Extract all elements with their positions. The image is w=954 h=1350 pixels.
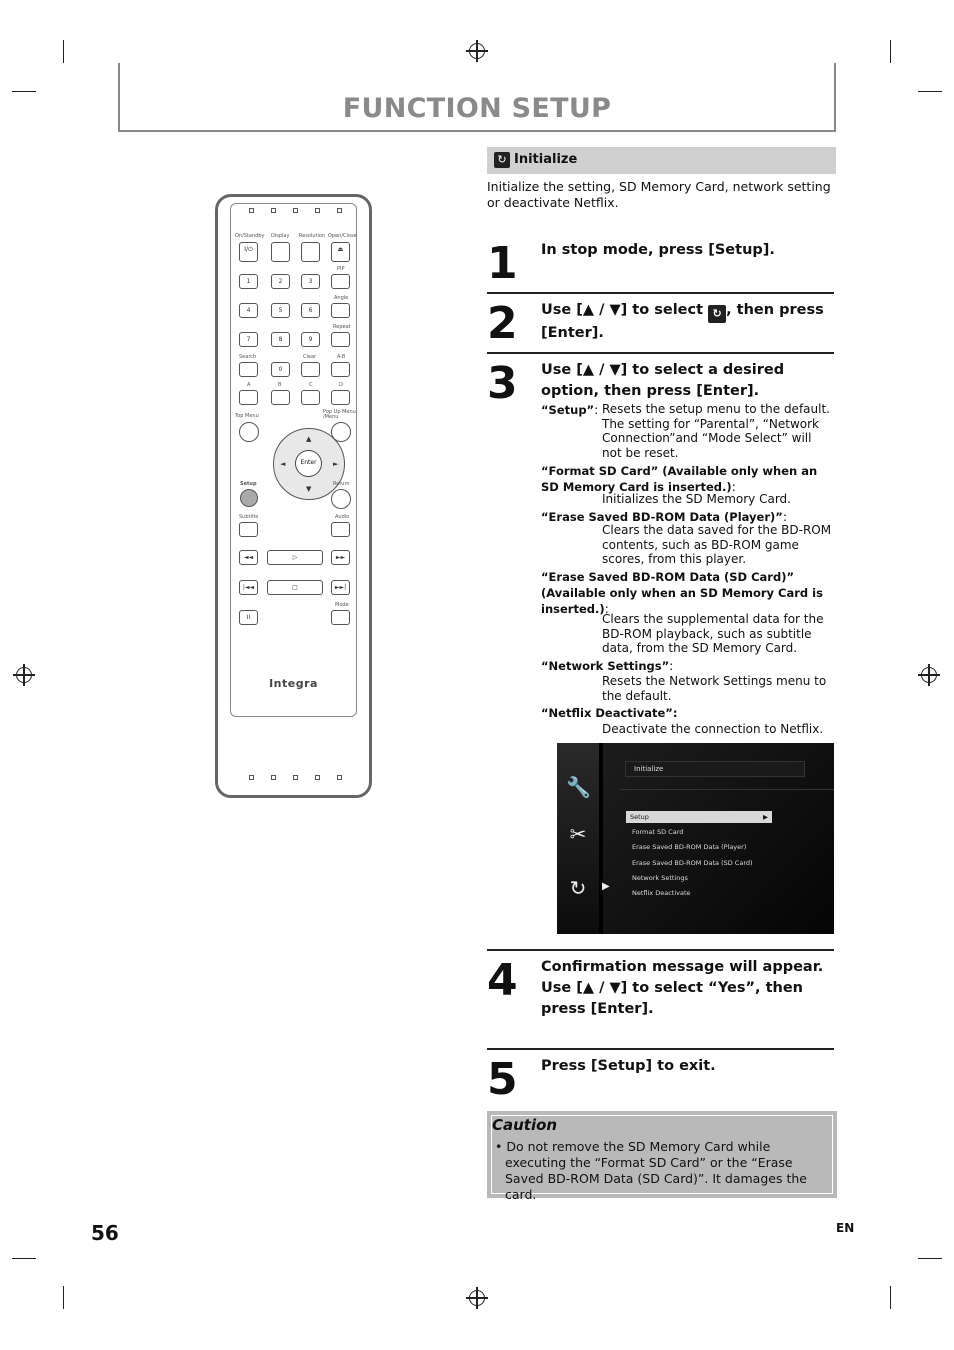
section-intro: Initialize the setting, SD Memory Card, network setting or deactivate Netflix. (487, 179, 831, 210)
remote-label: Resolution (299, 233, 326, 239)
b-button (271, 390, 290, 405)
direction-pad (273, 428, 345, 500)
play-triangle-icon: ▶ (763, 813, 768, 821)
remote-label: Angle (334, 295, 349, 301)
tv-sidebar (557, 743, 599, 934)
c-button (301, 390, 320, 405)
tv-menu-title: Initialize (625, 761, 805, 777)
number-button: 7 (239, 332, 258, 347)
option-network-label: “Network Settings”: (541, 658, 674, 673)
return-button (331, 489, 351, 509)
registration-mark-icon (469, 1290, 485, 1306)
registration-mark-icon (921, 667, 937, 683)
step-divider (487, 292, 834, 294)
remote-label: Subtitle (239, 514, 259, 520)
option-format-desc: Initializes the SD Memory Card. (602, 492, 791, 506)
number-button: 1 (239, 274, 258, 289)
left-arrow-icon: ◄ (280, 460, 286, 468)
number-button: 6 (301, 303, 320, 318)
option-format-label: “Format SD Card” (Available only when an SD Memory Card is inserted.): (541, 464, 818, 494)
option-setup-desc: Resets the setup menu to the default. The setting for “Parental”, “Network Connection”and “Mode Select” will not be reset. (602, 402, 830, 460)
crop-mark (12, 91, 36, 92)
section-header (487, 147, 836, 174)
tv-menu-item: Erase Saved BD-ROM Data (Player) (632, 843, 747, 851)
remote-label: A-B (337, 354, 346, 360)
enter-button: Enter (295, 450, 322, 477)
caution-text: • Do not remove the SD Memory Card while executing the “Format SD Card” or the “Erase Saved BD-ROM Data (SD Card)”. It damages the card. (495, 1139, 807, 1202)
skip-back-button: |◄◄ (239, 580, 258, 595)
crop-mark (63, 1286, 64, 1309)
caution-box (487, 1111, 837, 1202)
pip-button (331, 274, 350, 289)
play-button: ▷ (267, 550, 323, 565)
remote-label: B (278, 382, 282, 388)
step-number: 4 (487, 955, 518, 1006)
setup-menu-screenshot (557, 743, 834, 934)
initialize-icon: ↻ (569, 876, 587, 900)
fast-forward-button: ►► (331, 550, 350, 565)
crop-mark (918, 91, 942, 92)
selection-arrow-icon: ▶ (602, 881, 610, 892)
crop-mark (890, 1286, 891, 1309)
indicator-dot (315, 775, 320, 780)
number-button: 5 (271, 303, 290, 318)
option-erase-sd-label: “Erase Saved BD-ROM Data (SD Card)” (Available only when an SD Memory Card is inserted.): (541, 570, 823, 616)
indicator-dot (271, 775, 276, 780)
crop-mark (12, 1258, 36, 1259)
option-setup-label: “Setup”: (541, 402, 599, 417)
page-title: FUNCTION SETUP (342, 93, 612, 124)
step-number: 3 (487, 358, 518, 409)
indicator-dot (293, 775, 298, 780)
brand-logo: Integra (269, 677, 318, 690)
step-text: Confirmation message will appear. Use [▲ / ▼] to select “Yes”, then press [Enter]. (541, 959, 824, 1017)
crop-mark (918, 1258, 942, 1259)
option-netflix-desc: Deactivate the connection to Netflix. (602, 722, 824, 736)
step-number: 1 (487, 238, 518, 289)
step-number: 2 (487, 298, 518, 349)
display-button (271, 242, 290, 262)
tv-menu-item: Erase Saved BD-ROM Data (SD Card) (632, 859, 753, 867)
step-divider (487, 352, 834, 354)
open-close-button: ⏏ (331, 242, 350, 262)
indicator-dot (249, 775, 254, 780)
step-divider (487, 1048, 834, 1050)
step-text: Press [Setup] to exit. (541, 1058, 716, 1074)
option-erase-sd-desc: Clears the supplemental data for the BD-ROM playback, such as subtitle data, from the SD Memory Card. (602, 612, 824, 655)
option-erase-player-label: “Erase Saved BD-ROM Data (Player)”: (541, 509, 788, 524)
remote-label: On/Standby (235, 233, 265, 239)
language-code: EN (836, 1221, 855, 1235)
down-arrow-icon: ▼ (306, 485, 312, 493)
tools-icon: ✂ (569, 822, 587, 846)
a-button (239, 390, 258, 405)
number-button: 4 (239, 303, 258, 318)
remote-label: PIP (337, 266, 345, 272)
remote-label: Return (333, 481, 350, 487)
remote-label: Top Menu (235, 413, 259, 419)
wrench-icon: 🔧 (566, 775, 591, 799)
option-erase-player-desc: Clears the data saved for the BD-ROM contents, such as BD-ROM game scores, from this player. (602, 523, 832, 566)
remote-label: Open/Close (328, 233, 357, 239)
remote-control-illustration (215, 194, 372, 798)
skip-forward-button: ►►| (331, 580, 350, 595)
indicator-dot (337, 775, 342, 780)
header-box (118, 63, 836, 132)
step-text-part: Use [▲ / ▼] to select (541, 302, 704, 318)
stop-button: □ (267, 580, 323, 595)
number-button: 8 (271, 332, 290, 347)
step-text: In stop mode, press [Setup]. (541, 242, 775, 258)
mode-button (331, 610, 350, 625)
step-divider (487, 949, 834, 951)
page-number: 56 (91, 1221, 119, 1245)
search-button (239, 362, 258, 377)
setup-button (240, 489, 258, 507)
crop-mark (63, 40, 64, 63)
subtitle-button (239, 522, 258, 537)
tv-menu-item: Format SD Card (632, 828, 684, 836)
registration-mark-icon (16, 667, 32, 683)
step-text-part: , then press [Enter]. (541, 302, 824, 341)
tv-menu-item-selected: Setup ▶ (626, 811, 772, 823)
repeat-button (331, 332, 350, 347)
section-title: Initialize (514, 152, 578, 167)
remote-label: Repeat (333, 324, 351, 330)
rewind-button: ◄◄ (239, 550, 258, 565)
up-arrow-icon: ▲ (306, 435, 312, 443)
resolution-button (301, 242, 320, 262)
number-button: 3 (301, 274, 320, 289)
remote-label: Audio (335, 514, 350, 520)
number-button: 2 (271, 274, 290, 289)
top-menu-button (239, 422, 259, 442)
tv-divider (620, 789, 834, 790)
number-button: 9 (301, 332, 320, 347)
right-arrow-icon: ► (333, 460, 339, 468)
option-netflix-label: “Netflix Deactivate”: (541, 706, 678, 720)
initialize-icon: ↻ (708, 305, 726, 323)
d-button (331, 390, 350, 405)
remote-label: Setup (240, 481, 257, 487)
tv-menu-item: Netflix Deactivate (632, 889, 691, 897)
a-b-button (331, 362, 350, 377)
step-text: Use [▲ / ▼] to select a desired option, then press [Enter]. (541, 362, 785, 399)
step-number: 5 (487, 1054, 518, 1105)
option-network-desc: Resets the Network Settings menu to the default. (602, 674, 827, 703)
tv-menu-item: Network Settings (632, 874, 688, 882)
registration-mark-icon (469, 43, 485, 59)
remote-label: Pop Up Menu /Menu (323, 409, 356, 420)
audio-button (331, 522, 350, 537)
remote-label: Mode (335, 602, 349, 608)
caution-title: Caution (492, 1116, 558, 1134)
remote-label: D (339, 382, 343, 388)
remote-label: Search (239, 354, 257, 360)
angle-button (331, 303, 350, 318)
remote-label: A (247, 382, 251, 388)
clear-button (301, 362, 320, 377)
crop-mark (890, 40, 891, 63)
pause-button: II (239, 610, 258, 625)
on-standby-button: I/⏻ (239, 242, 258, 262)
remote-label: Clear (303, 354, 317, 360)
initialize-icon: ↻ (494, 152, 510, 168)
number-button: 0 (271, 362, 290, 377)
step-text (541, 300, 837, 344)
remote-keypad-panel (230, 203, 357, 717)
remote-label: C (309, 382, 313, 388)
remote-label: Display (271, 233, 290, 239)
